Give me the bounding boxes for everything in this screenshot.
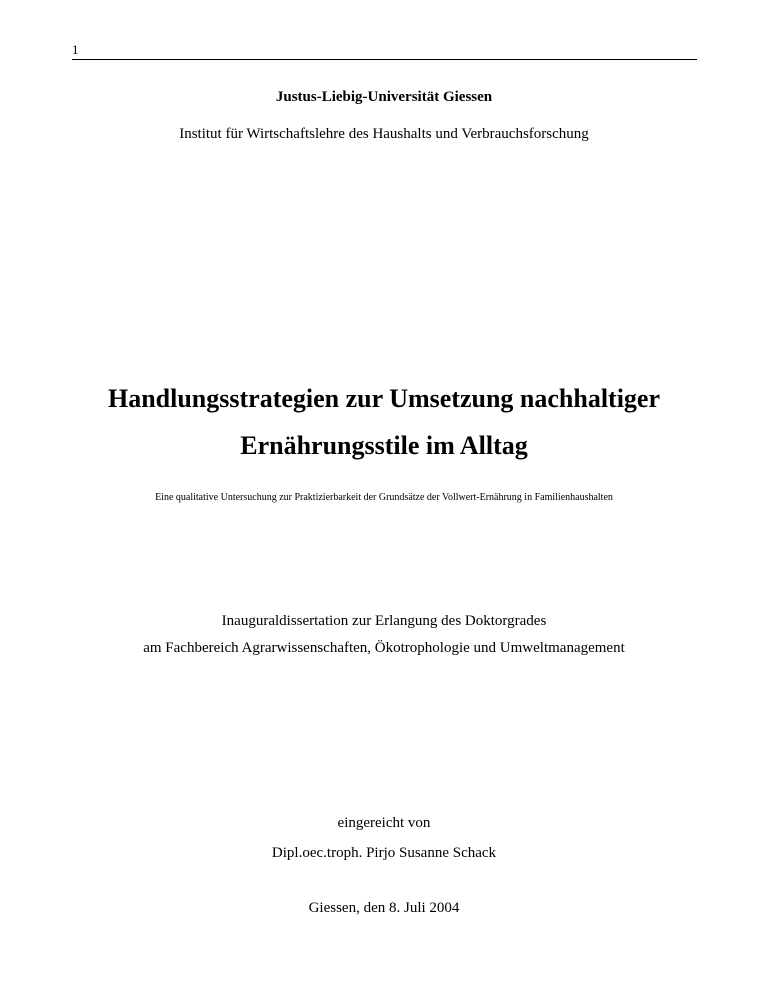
university-name: Justus-Liebig-Universität Giessen bbox=[275, 89, 493, 105]
dissertation-purpose-line-2: am Fachbereich Agrarwissenschaften, Ökotrophologie und Umweltmanagement bbox=[143, 640, 625, 656]
title-line-1: Handlungsstrategien zur Umsetzung nachhaltiger bbox=[107, 384, 661, 413]
institute-name: Institut für Wirtschaftslehre des Haushalts und Verbrauchsforschung bbox=[179, 126, 589, 142]
submitted-by-label: eingereicht von bbox=[337, 815, 431, 831]
page-number: 1 bbox=[72, 42, 79, 57]
author-name: Dipl.oec.troph. Pirjo Susanne Schack bbox=[271, 845, 497, 861]
dissertation-purpose-line-1: Inauguraldissertation zur Erlangung des Doktorgrades bbox=[221, 613, 547, 629]
place-and-date: Giessen, den 8. Juli 2004 bbox=[308, 900, 460, 916]
subtitle: Eine qualitative Untersuchung zur Praktizierbarkeit der Grundsätze der Vollwert-Ernährung in Familienhaushalten bbox=[155, 492, 613, 503]
title-line-2: Ernährungsstile im Alltag bbox=[240, 431, 528, 460]
header-rule bbox=[72, 59, 697, 60]
